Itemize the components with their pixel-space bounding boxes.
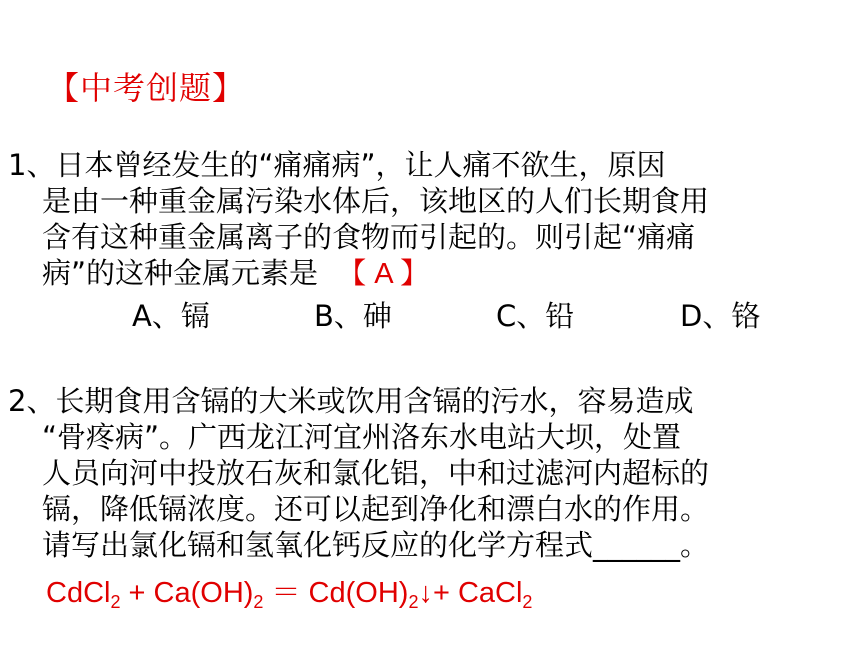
q2-line-5: 请写出氯化镉和氢氧化钙反应的化学方程式______。: [42, 528, 710, 562]
q1-line-3: 含有这种重金属离子的食物而引起的。则引起“痛痛: [42, 220, 696, 254]
q2-line-4: 镉，降低镉浓度。还可以起到净化和漂白水的作用。: [42, 492, 710, 526]
q1-line-1: 1、日本曾经发生的“痛痛病”，让人痛不欲生，原因: [8, 148, 666, 182]
q2-line-3: 人员向河中投放石灰和氯化铝，中和过滤河内超标的: [42, 456, 710, 490]
eq-sub: 2: [522, 592, 533, 612]
eq-cdcl: CdCl: [46, 577, 111, 609]
q1-line-4: [42, 256, 429, 291]
q1-answer: 【 A 】: [337, 258, 430, 290]
q1-line-4-text: 病”的这种金属元素是: [42, 256, 319, 290]
eq-sub: 2: [408, 592, 419, 612]
eq-cacl: ↓+ CaCl: [418, 577, 523, 609]
q1-option-c: C、铅: [496, 299, 575, 333]
eq-caoh: + Ca(OH): [120, 577, 254, 609]
eq-sub: 2: [110, 592, 121, 612]
chemical-equation: [46, 570, 532, 613]
q1-line-2: 是由一种重金属污染水体后，该地区的人们长期食用: [42, 184, 710, 218]
q2-line-1: 2、长期食用含镉的大米或饮用含镉的污水，容易造成: [8, 384, 694, 418]
q2-line-2: “骨疼病”。广西龙江河宜州洛东水电站大坝，处置: [42, 420, 682, 454]
q1-option-b: B、砷: [314, 299, 392, 333]
eq-cdoh: ＝ Cd(OH): [263, 577, 409, 609]
q1-option-d: D、铬: [680, 299, 761, 333]
eq-sub: 2: [253, 592, 264, 612]
q1-option-a: A、镉: [132, 299, 210, 333]
section-title: 【中考创题】: [47, 69, 246, 107]
